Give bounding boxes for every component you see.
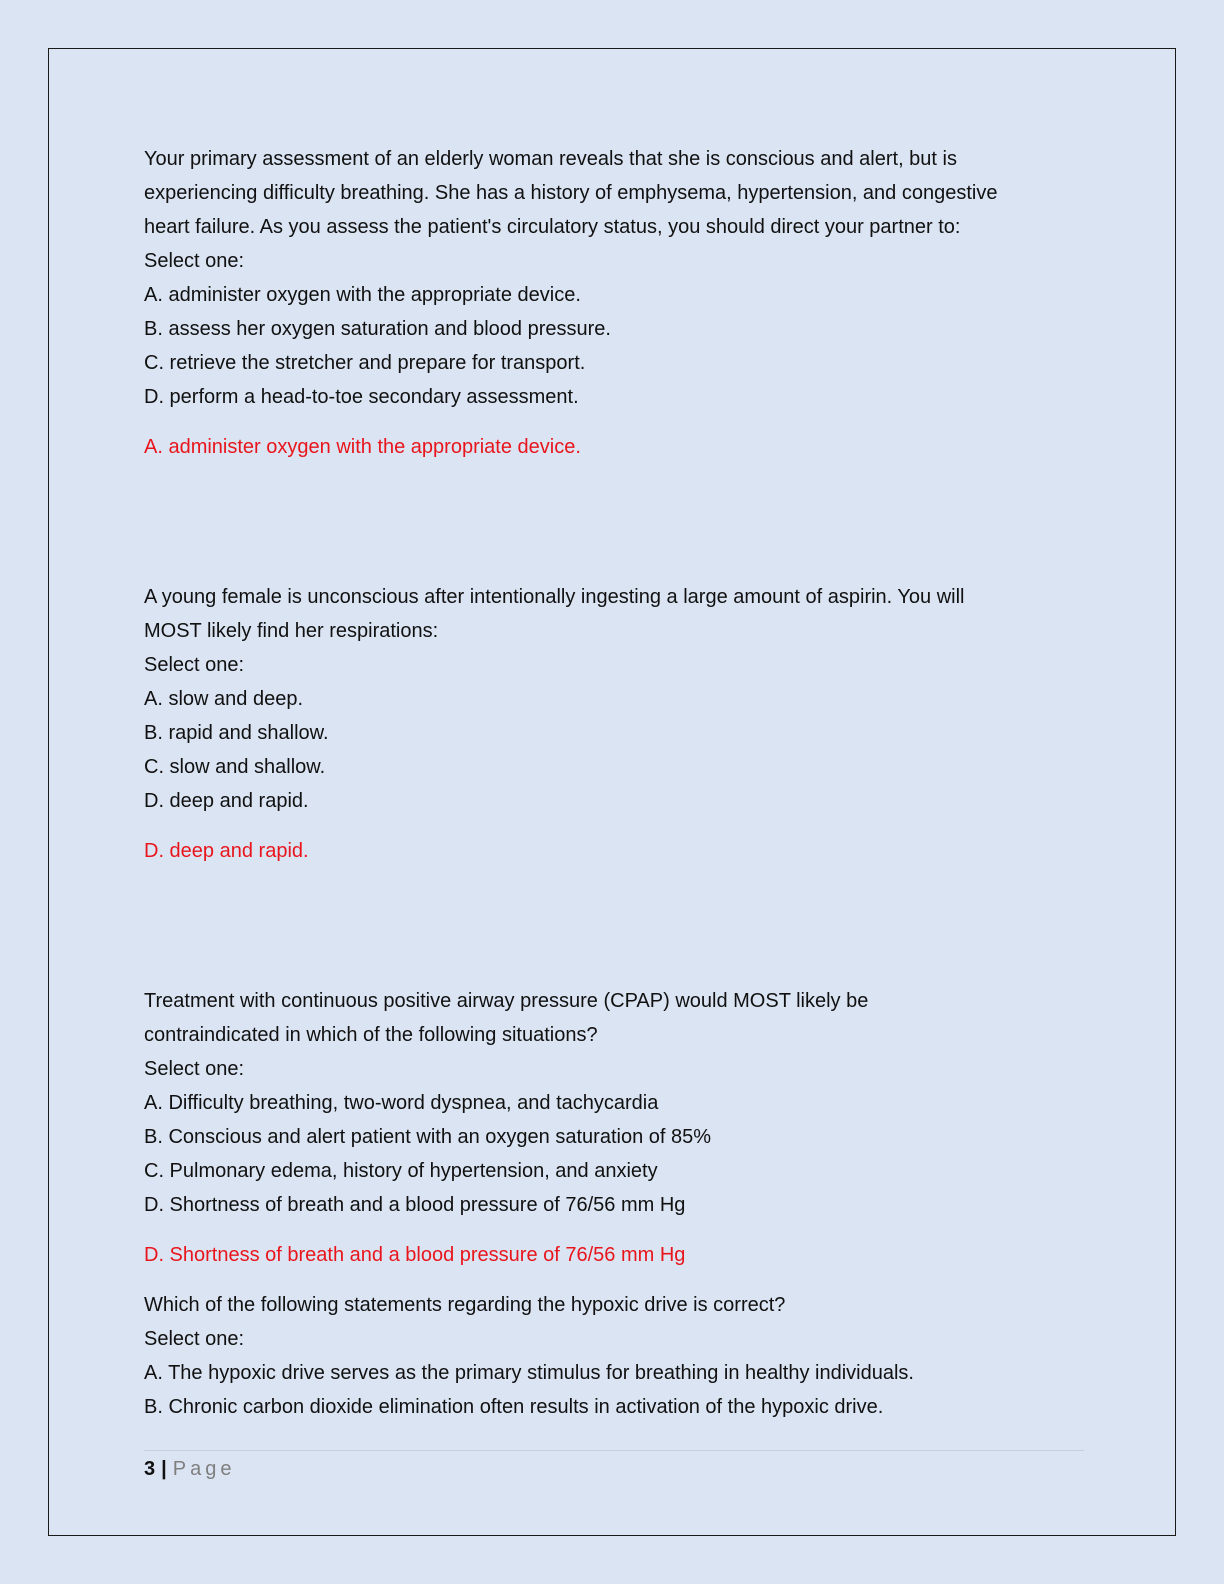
footer-separator: | bbox=[161, 1458, 167, 1480]
question-text-line: experiencing difficulty breathing. She has a history of emphysema, hypertension, and congestive bbox=[144, 182, 998, 204]
question-block bbox=[144, 142, 1084, 414]
question-block bbox=[144, 580, 1084, 818]
question-text-line: Treatment with continuous positive airway pressure (CPAP) would MOST likely be bbox=[144, 990, 869, 1012]
question-text-line: heart failure. As you assess the patient's circulatory status, you should direct your partner to: bbox=[144, 216, 961, 238]
answer-option-b: B. rapid and shallow. bbox=[144, 722, 329, 744]
correct-answer: D. Shortness of breath and a blood pressure of 76/56 mm Hg bbox=[144, 1244, 686, 1266]
question-text-line: Your primary assessment of an elderly woman reveals that she is conscious and alert, but is bbox=[144, 148, 957, 170]
page-footer bbox=[144, 1454, 235, 1484]
select-one-prompt: Select one: bbox=[144, 654, 245, 676]
answer-option-a: A. The hypoxic drive serves as the primary stimulus for breathing in healthy individuals. bbox=[144, 1362, 914, 1384]
question-block bbox=[144, 1288, 1084, 1424]
answer-option-c: C. Pulmonary edema, history of hypertension, and anxiety bbox=[144, 1160, 658, 1182]
answer-option-b: B. assess her oxygen saturation and blood pressure. bbox=[144, 318, 611, 340]
correct-answer: A. administer oxygen with the appropriate device. bbox=[144, 436, 581, 458]
answer-option-a: A. administer oxygen with the appropriate device. bbox=[144, 284, 581, 306]
select-one-prompt: Select one: bbox=[144, 1058, 245, 1080]
correct-answer: D. deep and rapid. bbox=[144, 840, 309, 862]
question-text-line: Which of the following statements regarding the hypoxic drive is correct? bbox=[144, 1294, 786, 1316]
answer-option-d: D. perform a head-to-toe secondary assessment. bbox=[144, 386, 579, 408]
answer-option-a: A. Difficulty breathing, two-word dyspnea, and tachycardia bbox=[144, 1092, 659, 1114]
footer-divider bbox=[144, 1450, 1084, 1451]
select-one-prompt: Select one: bbox=[144, 250, 245, 272]
answer-option-d: D. Shortness of breath and a blood pressure of 76/56 mm Hg bbox=[144, 1194, 686, 1216]
page-content bbox=[144, 142, 1084, 1424]
answer-option-c: C. retrieve the stretcher and prepare for transport. bbox=[144, 352, 586, 374]
answer-option-d: D. deep and rapid. bbox=[144, 790, 309, 812]
page-label: Page bbox=[172, 1458, 236, 1480]
question-block bbox=[144, 984, 1084, 1222]
question-text-line: A young female is unconscious after intentionally ingesting a large amount of aspirin. You will bbox=[144, 586, 965, 608]
answer-option-b: B. Chronic carbon dioxide elimination often results in activation of the hypoxic drive. bbox=[144, 1396, 884, 1418]
answer-option-c: C. slow and shallow. bbox=[144, 756, 326, 778]
question-text-line: contraindicated in which of the following situations? bbox=[144, 1024, 598, 1046]
answer-option-b: B. Conscious and alert patient with an oxygen saturation of 85% bbox=[144, 1126, 712, 1148]
select-one-prompt: Select one: bbox=[144, 1328, 245, 1350]
question-text-line: MOST likely find her respirations: bbox=[144, 620, 439, 642]
page-number: 3 bbox=[144, 1458, 156, 1480]
answer-option-a: A. slow and deep. bbox=[144, 688, 303, 710]
